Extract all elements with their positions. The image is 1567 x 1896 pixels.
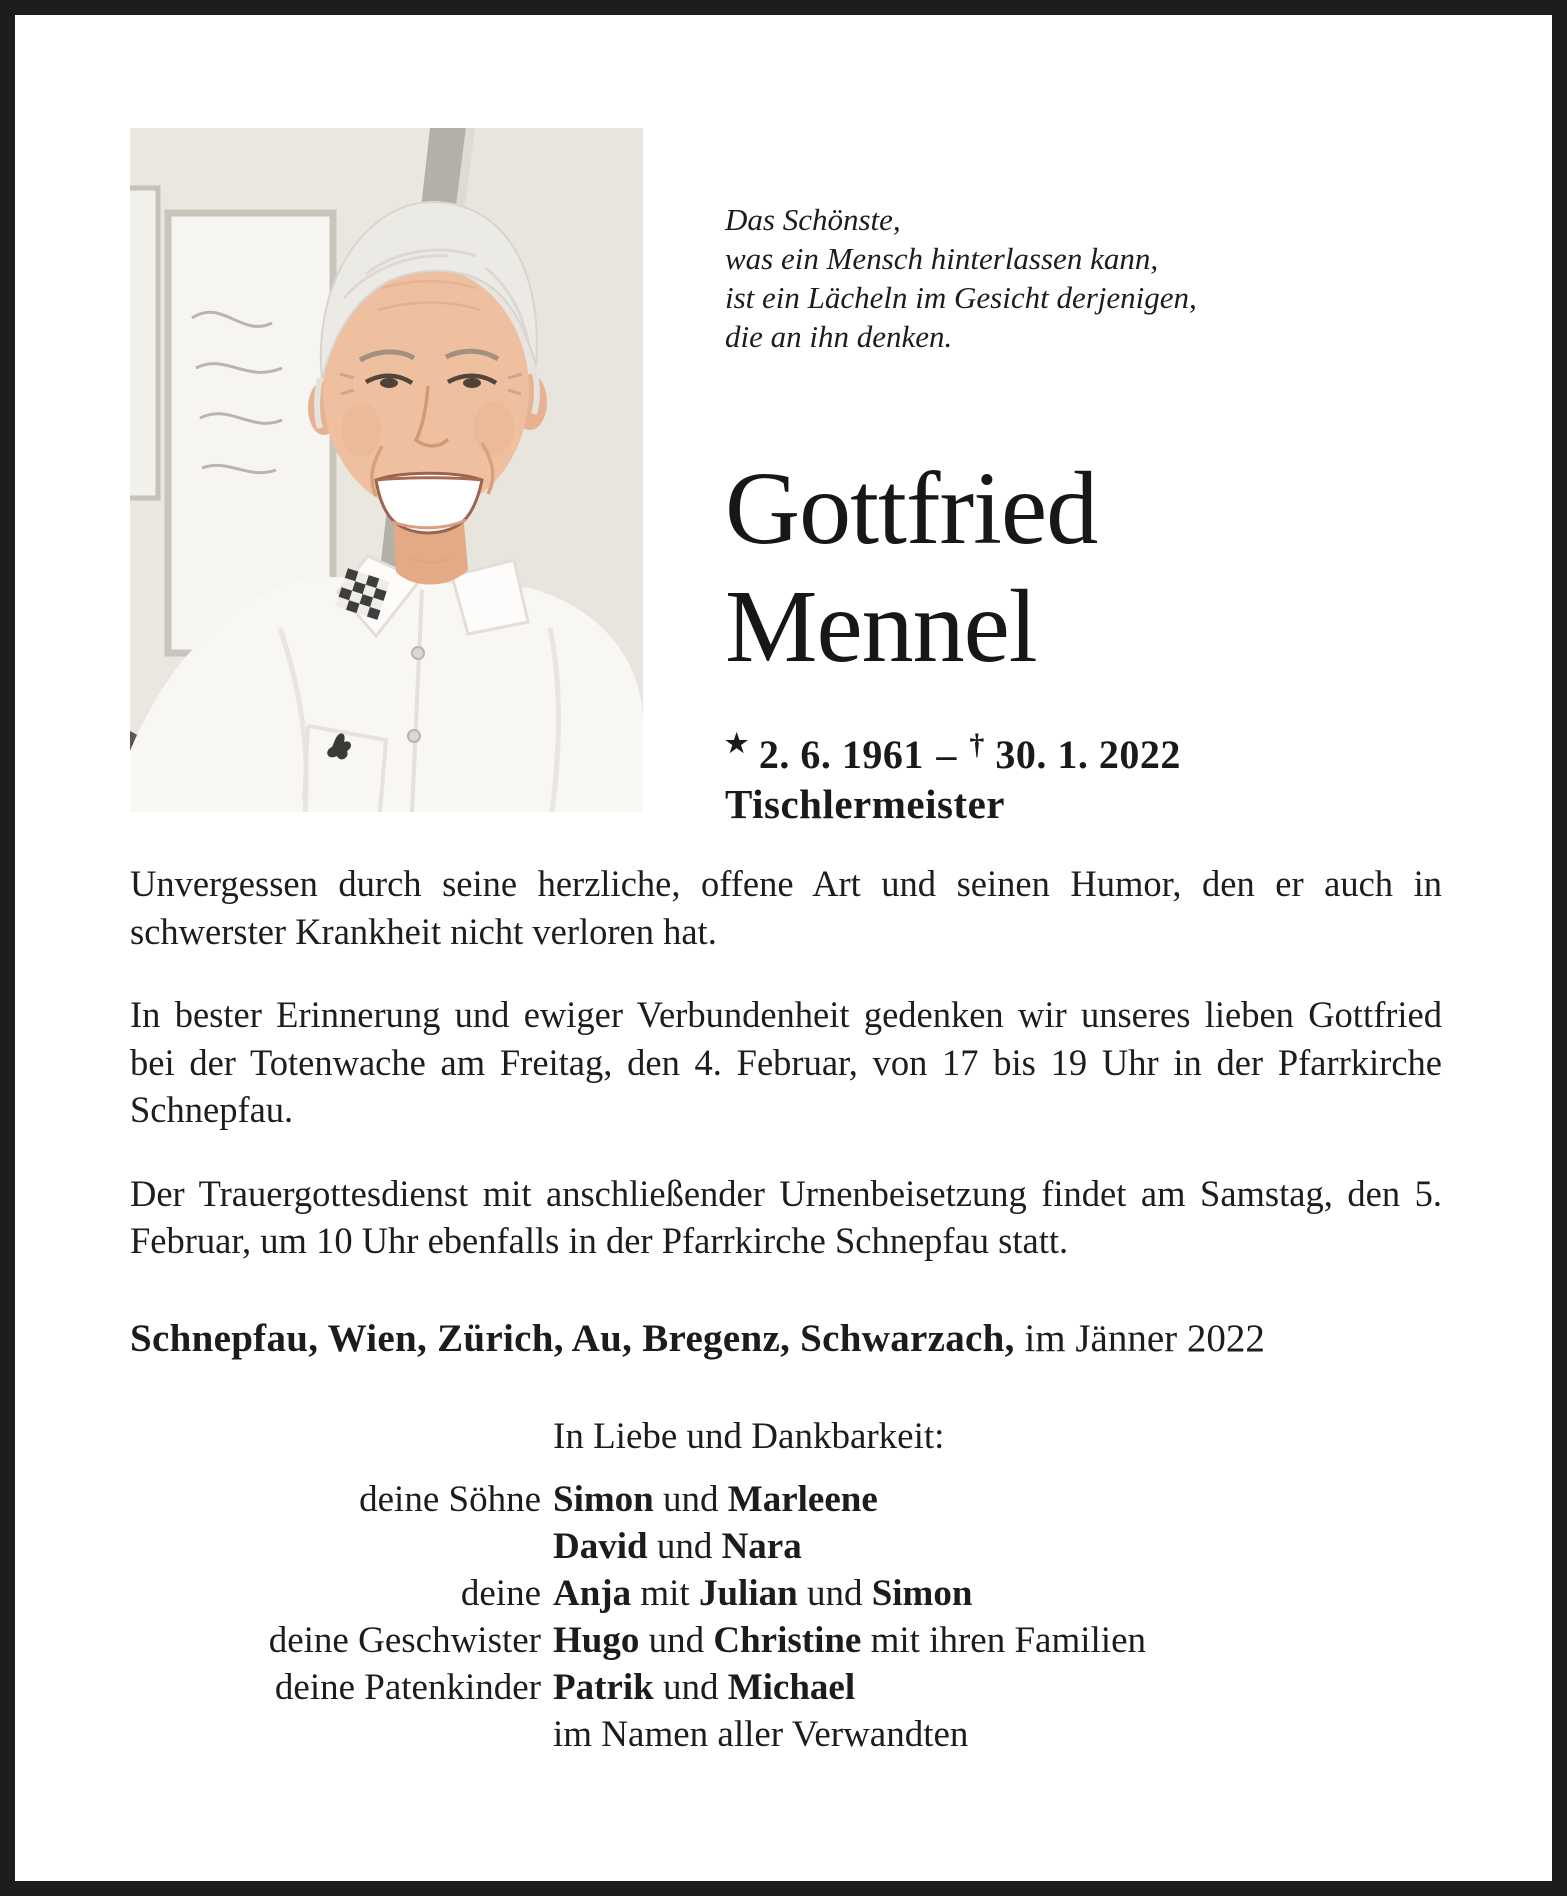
paragraph-remembrance: Unvergessen durch seine herzliche, offene Art und seinen Humor, den er auch in schwerster Krankheit nicht verloren hat.	[130, 863, 1442, 952]
closing-row	[130, 1617, 1460, 1664]
dateline-places: Schnepfau, Wien, Zürich, Au, Bregenz, Schwarzach,	[130, 1317, 1015, 1360]
closing-row-label	[130, 1711, 553, 1758]
closing-block	[130, 1413, 1460, 1758]
quote-line: ist ein Lächeln im Gesicht derjenigen,	[725, 280, 1197, 315]
quote-line: die an ihn denken.	[725, 319, 953, 354]
closing-row-label: deine	[460, 1573, 541, 1614]
closing-row-label: deine Geschwister	[268, 1620, 541, 1661]
closing-row-label: deine Patenkinder	[274, 1667, 541, 1708]
birth-star-icon: ★	[725, 729, 749, 758]
paragraph-funeral-service: Der Trauergottesdienst mit anschließender Urnenbeisetzung findet am Samstag, den 5. Februar, um 10 Uhr ebenfalls in der Pfarrkirche Schnepfau statt.	[130, 1172, 1442, 1261]
deceased-name	[725, 450, 1337, 686]
portrait-photo	[130, 128, 643, 812]
closing-row	[130, 1664, 1460, 1711]
obituary-body	[130, 860, 1442, 1301]
birth-date: 2. 6. 1961	[758, 732, 924, 777]
quote-line: was ein Mensch hinterlassen kann,	[725, 241, 1159, 276]
closing-rows	[130, 1476, 1460, 1758]
closing-row	[130, 1476, 1460, 1523]
life-dates	[725, 728, 1337, 778]
closing-row-names: im Namen aller Verwandten	[553, 1714, 969, 1755]
portrait-illustration	[130, 128, 643, 812]
date-separator: –	[936, 732, 957, 777]
closing-row	[130, 1711, 1460, 1758]
death-dagger-icon: †	[969, 728, 985, 761]
closing-row-names: Anja mit Julian und Simon	[553, 1573, 973, 1614]
closing-row-names: David und Nara	[553, 1526, 802, 1567]
deceased-last-name: Mennel	[725, 569, 1037, 684]
quote-line: Das Schönste,	[725, 202, 901, 237]
closing-row	[130, 1523, 1460, 1570]
profession: Tischlermeister	[725, 781, 1005, 827]
closing-row-label: deine Söhne	[359, 1479, 541, 1520]
dateline-date: im Jänner 2022	[1024, 1317, 1265, 1360]
death-date: 30. 1. 2022	[995, 732, 1181, 777]
closing-intro: In Liebe und Dankbarkeit:	[553, 1416, 945, 1457]
closing-row-label	[130, 1523, 553, 1570]
closing-row-names: Simon und Marleene	[553, 1479, 878, 1520]
deceased-first-name: Gottfried	[725, 451, 1098, 566]
header-column	[725, 200, 1337, 828]
closing-row-names: Hugo und Christine mit ihren Familien	[553, 1620, 1147, 1661]
paragraph-wake: In bester Erinnerung und ewiger Verbundenheit gedenken wir unseres lieben Gottfried bei der Totenwache am Freitag, den 4. Februar, von 17 bis 19 Uhr in der Pfarrkirche Schnepfau.	[130, 994, 1442, 1130]
memorial-quote	[725, 200, 1337, 356]
closing-row	[130, 1570, 1460, 1617]
closing-row-names: Patrik und Michael	[553, 1667, 856, 1708]
dateline	[130, 1315, 1442, 1363]
